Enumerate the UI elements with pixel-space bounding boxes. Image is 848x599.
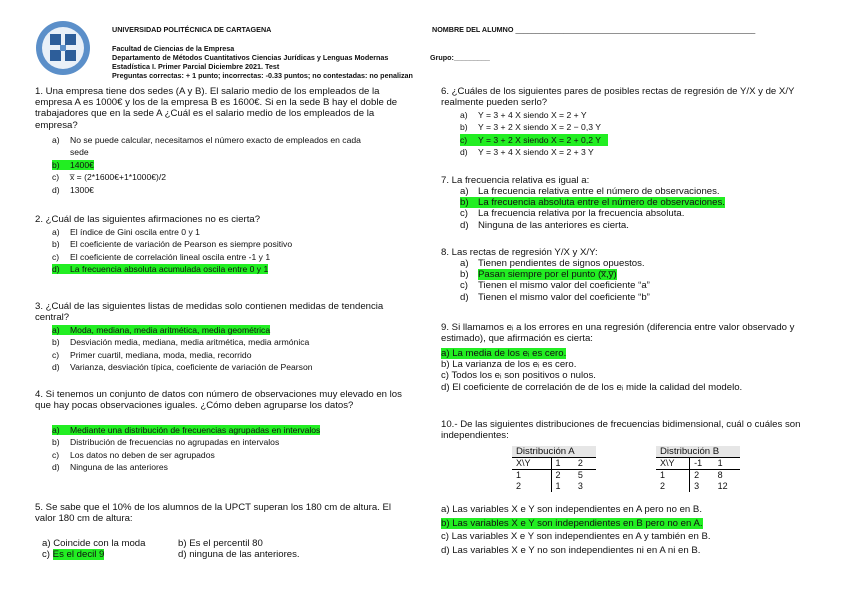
q6-option-b[interactable]: Y = 3 + 2 X siendo X = 2 − 0,3 Y bbox=[478, 122, 601, 133]
q5-option-c-text: Es el decil 9 bbox=[52, 549, 105, 560]
q9-option-c[interactable]: c) Todos los eᵢ son positivos o nulos. bbox=[441, 370, 596, 382]
option-label: c) bbox=[52, 251, 60, 262]
question-4-options bbox=[52, 424, 320, 474]
table-cell: 2 bbox=[660, 481, 666, 491]
table-header: 1 bbox=[551, 458, 574, 470]
q4-option-b[interactable]: Distribución de frecuencias no agrupadas en intervalos bbox=[70, 437, 280, 448]
question-9-text: 9. Si llamamos eᵢ a los errores en una regresión (diferencia entre valor observado y estimado), que afirmación es cierta: bbox=[441, 322, 795, 345]
student-name-label bbox=[432, 25, 755, 34]
student-name-field[interactable]: ____________________________________________________________ bbox=[515, 25, 756, 34]
q1-option-a-cont: sede bbox=[70, 147, 89, 158]
scoring-rules: Preguntas correctas: + 1 punto; incorrectas: -0.33 puntos; no contestadas: no penalizan bbox=[112, 71, 413, 80]
distribution-a-table bbox=[512, 446, 596, 492]
table-cell: 2 bbox=[551, 470, 574, 482]
question-3-options bbox=[52, 324, 313, 374]
q10-option-d[interactable]: d) Las variables X e Y no son independientes ni en A ni en B. bbox=[441, 544, 701, 556]
q7-option-c[interactable]: La frecuencia relativa por la frecuencia absoluta. bbox=[478, 208, 685, 220]
q5-option-d[interactable]: d) ninguna de las anteriores. bbox=[178, 549, 300, 560]
option-label: b) bbox=[460, 122, 468, 133]
option-label: a) bbox=[52, 425, 60, 435]
table-header: X\Y bbox=[516, 458, 531, 468]
q10-option-a[interactable]: a) Las variables X e Y son independientes en A pero no en B. bbox=[441, 504, 702, 515]
exam-title: Estadística I. Primer Parcial Diciembre 2021. Test bbox=[112, 62, 280, 71]
question-1-options bbox=[52, 134, 361, 196]
option-label: b) bbox=[460, 269, 469, 281]
option-label: b) bbox=[460, 197, 469, 209]
q2-option-d[interactable]: La frecuencia absoluta acumulada oscila entre 0 y 1 bbox=[70, 264, 269, 275]
option-label: a) bbox=[52, 227, 60, 237]
option-label: d) bbox=[460, 147, 468, 158]
option-label: b) bbox=[52, 239, 60, 250]
department-name: Departamento de Métodos Cuantitativos Ciencias Jurídicas y Lenguas Modernas bbox=[112, 53, 389, 62]
question-9-options bbox=[441, 348, 742, 393]
option-label: c) bbox=[460, 208, 468, 220]
table-cell: 3 bbox=[577, 481, 583, 491]
option-label: c) bbox=[52, 349, 60, 360]
q7-option-a[interactable]: La frecuencia relativa entre el número de observaciones. bbox=[478, 186, 720, 197]
option-label: b) bbox=[52, 437, 60, 448]
q4-option-c[interactable]: Los datos no deben de ser agrupados bbox=[70, 449, 215, 460]
table-header: -1 bbox=[690, 458, 714, 470]
option-label: d) bbox=[460, 219, 469, 231]
q3-option-d[interactable]: Varianza, desviación típica, coeficiente de variación de Pearson bbox=[70, 362, 313, 373]
group-field[interactable]: Grupo:_________ bbox=[430, 53, 490, 62]
option-label: d) bbox=[52, 184, 60, 195]
q8-option-d[interactable]: Tienen el mismo valor del coeficiente “b” bbox=[478, 291, 650, 303]
q5-option-a[interactable]: a) Coincide con la moda bbox=[42, 538, 146, 549]
q7-option-d[interactable]: Ninguna de las anteriores es cierta. bbox=[478, 219, 629, 231]
table-cell: 3 bbox=[690, 481, 714, 492]
question-5-text: 5. Se sabe que el 10% de los alumnos de la UPCT superan los 180 cm de altura. El valor 180 cm de altura: bbox=[35, 502, 392, 525]
q1-option-c[interactable]: x̅ = (2*1600€+1*1000€)/2 bbox=[70, 172, 167, 183]
table-header: 2 bbox=[577, 458, 583, 468]
option-label: d) bbox=[460, 291, 469, 303]
q5-option-c[interactable] bbox=[42, 549, 104, 560]
distribution-b-table bbox=[656, 446, 740, 492]
option-label: c) bbox=[52, 172, 60, 183]
q9-option-b[interactable]: b) La varianza de los eᵢ es cero. bbox=[441, 359, 577, 371]
table-cell: 12 bbox=[717, 481, 728, 491]
table-cell: 1 bbox=[516, 470, 522, 480]
question-8-text: 8. Las rectas de regresión Y/X y X/Y: bbox=[441, 247, 598, 258]
q6-option-c[interactable]: Y = 3 + 2 X siendo X = 2 + 0,2 Y bbox=[478, 134, 601, 145]
university-name: UNIVERSIDAD POLITÉCNICA DE CARTAGENA bbox=[112, 25, 272, 34]
option-label: a) bbox=[52, 135, 60, 145]
q8-option-b[interactable]: Pasan siempre por el punto (x̅,y̅) bbox=[478, 269, 617, 281]
q5-option-b[interactable]: b) Es el percentil 80 bbox=[178, 538, 263, 549]
student-label: NOMBRE DEL ALUMNO bbox=[432, 25, 514, 34]
option-label: b) bbox=[52, 159, 60, 170]
table-cell: 2 bbox=[516, 481, 522, 491]
faculty-name: Facultad de Ciencias de la Empresa bbox=[112, 44, 235, 53]
option-label: a) bbox=[52, 325, 60, 335]
q1-option-b[interactable]: 1400€ bbox=[70, 159, 94, 170]
question-8-options bbox=[460, 258, 650, 303]
question-6-text: 6. ¿Cuáles de los siguientes pares de posibles rectas de regresión de Y/X y de X/Y realmente pueden serlo? bbox=[441, 86, 795, 109]
question-4-text: 4. Si tenemos un conjunto de datos con número de observaciones muy elevado en los que hay pocas observaciones iguales. ¿Cómo deben agruparse los datos? bbox=[35, 389, 402, 412]
q6-option-a[interactable]: Y = 3 + 4 X siendo X = 2 + Y bbox=[478, 110, 587, 120]
table-cell: 1 bbox=[660, 470, 666, 480]
option-label: c) bbox=[52, 449, 60, 460]
table-caption: Distribución B bbox=[656, 446, 740, 458]
q8-option-a[interactable]: Tienen pendientes de signos opuestos. bbox=[478, 258, 645, 269]
question-2-options bbox=[52, 226, 292, 276]
q10-option-b[interactable]: b) Las variables X e Y son independientes en B pero no en A. bbox=[441, 517, 703, 529]
option-label: a) bbox=[460, 258, 469, 269]
q8-option-c[interactable]: Tienen el mismo valor del coeficiente “a” bbox=[478, 280, 650, 292]
question-10-options bbox=[441, 503, 711, 557]
option-label: a) bbox=[460, 186, 469, 197]
q2-option-a[interactable]: El índice de Gini oscila entre 0 y 1 bbox=[70, 227, 200, 237]
question-10-text: 10.- De las siguientes distribuciones de frecuencias bidimensional, cuál o cuáles son independientes: bbox=[441, 419, 801, 442]
q2-option-b[interactable]: El coeficiente de variación de Pearson es siempre positivo bbox=[70, 239, 293, 250]
option-label: c) bbox=[460, 134, 468, 145]
q7-option-b[interactable]: La frecuencia absoluta entre el número de observaciones. bbox=[478, 197, 725, 209]
table-header: 1 bbox=[717, 458, 723, 468]
question-7-options bbox=[460, 186, 725, 231]
option-label: d) bbox=[52, 462, 60, 473]
option-label: d) bbox=[52, 264, 60, 275]
q6-option-d[interactable]: Y = 3 + 4 X siendo X = 2 + 3 Y bbox=[478, 147, 594, 158]
table-cell: 8 bbox=[717, 470, 723, 480]
q1-option-a[interactable]: No se puede calcular, necesitamos el número exacto de empleados en cada bbox=[70, 135, 361, 145]
option-label: c) bbox=[460, 280, 468, 292]
q4-option-d[interactable]: Ninguna de las anteriores bbox=[70, 462, 168, 473]
q9-option-d[interactable]: d) El coeficiente de correlación de de los eᵢ mide la calidad del modelo. bbox=[441, 381, 743, 393]
option-label: d) bbox=[52, 362, 60, 373]
q4-option-a[interactable]: Mediante una distribución de frecuencias agrupadas en intervalos bbox=[70, 425, 321, 435]
question-1-text: 1. Una empresa tiene dos sedes (A y B). El salario medio de los empleados de la empresa A es 1000€ y los de la empresa B es 1600€. Si en la sede B hay el doble de trabajadores que en la sede A ¿Cuál es el salario medio de los empleados de la empresa? bbox=[35, 86, 398, 131]
q3-option-b[interactable]: Desviación media, mediana, media aritmética, media armónica bbox=[70, 337, 310, 348]
table-cell: 1 bbox=[551, 481, 574, 492]
question-7-text: 7. La frecuencia relativa es igual a: bbox=[441, 175, 590, 186]
q9-option-a[interactable]: a) La media de los eᵢ es cero. bbox=[441, 348, 567, 359]
table-cell: 5 bbox=[577, 470, 583, 480]
question-3-text: 3. ¿Cuál de las siguientes listas de medidas solo contienen medidas de tendencia central? bbox=[35, 301, 384, 324]
q3-option-c[interactable]: Primer cuartil, mediana, moda, media, recorrido bbox=[70, 349, 252, 360]
q2-option-c[interactable]: El coeficiente de correlación lineal oscila entre -1 y 1 bbox=[70, 251, 271, 262]
table-header: X\Y bbox=[660, 458, 675, 468]
q3-option-a[interactable]: Moda, mediana, media aritmética, media geométrica bbox=[70, 325, 271, 335]
option-label: b) bbox=[52, 337, 60, 348]
table-caption: Distribución A bbox=[512, 446, 596, 458]
question-2-text: 2. ¿Cuál de las siguientes afirmaciones no es cierta? bbox=[35, 214, 261, 225]
option-label: c) bbox=[42, 549, 50, 560]
university-logo bbox=[35, 20, 91, 76]
q1-option-d[interactable]: 1300€ bbox=[70, 184, 94, 195]
table-cell: 2 bbox=[690, 470, 714, 482]
q10-option-c[interactable]: c) Las variables X e Y son independientes en A y también en B. bbox=[441, 531, 711, 542]
question-6-options bbox=[460, 109, 608, 159]
option-label: a) bbox=[460, 110, 468, 120]
